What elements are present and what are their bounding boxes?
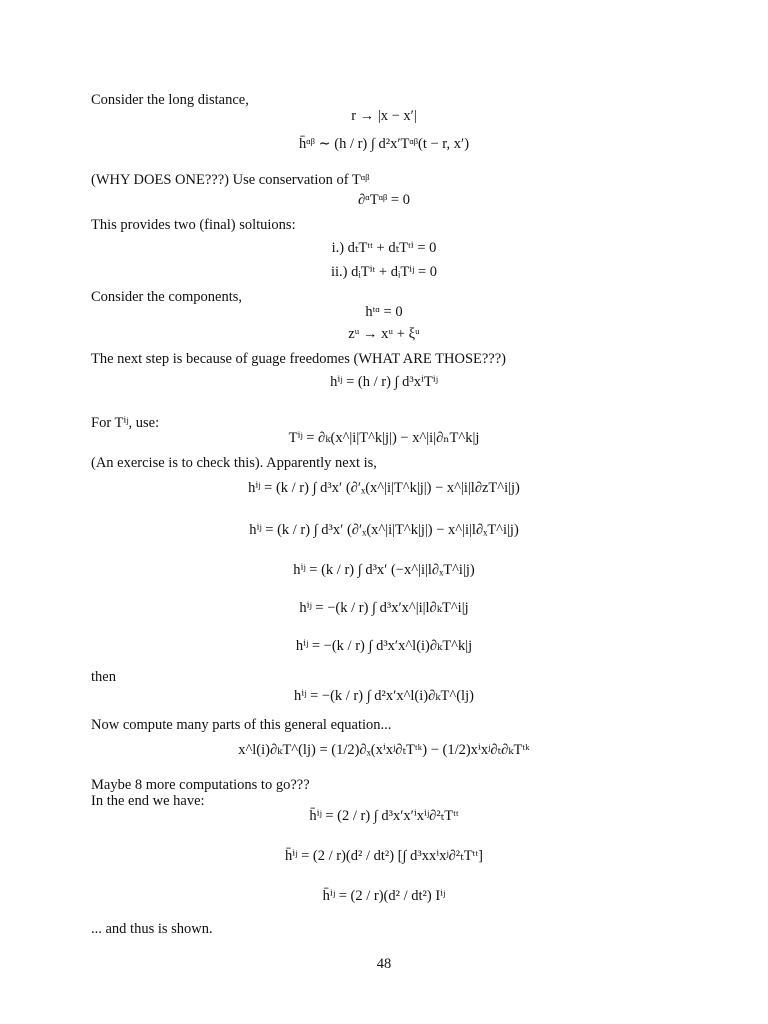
text-line: Now compute many parts of this general equation... (91, 717, 392, 733)
equation-line: hⁱʲ = −(k / r) ∫ d³x′x^l(i)∂ₖT^k|j (295, 638, 473, 654)
text-line: Maybe 8 more computations to go??? (91, 777, 310, 793)
equation-line: x^l(i)∂ₖT^(lj) = (1/2)∂ₓ(xⁱxʲ∂ₜTᵗᵏ) − (1/2)xⁱxʲ∂ₜ∂ₖTᵗᵏ (238, 742, 530, 758)
text-line: The next step is because of guage freedomes (WHAT ARE THOSE???) (91, 351, 506, 367)
equation-line: hᵗᵅ = 0 (365, 304, 403, 320)
equation-line: hⁱʲ = (k / r) ∫ d³x′ (∂′ₓ(x^|i|T^k|j|) − x^|i|l∂zT^i|j) (248, 480, 520, 496)
equation-line: hⁱʲ = (k / r) ∫ d³x′ (∂′ₓ(x^|i|T^k|j|) − x^|i|l∂ₓT^i|j) (249, 522, 519, 538)
equation-line: Tⁱʲ = ∂ₖ(x^|i|T^k|j|) − x^|i|∂ₙT^k|j (288, 430, 480, 446)
equation-line: i.) dₜTᵗᵗ + dₜTᵗⁱ = 0 (331, 240, 437, 256)
equation-line: r → |x − x′| (351, 108, 417, 124)
text-line: For Tⁱʲ, use: (91, 415, 160, 431)
equation-line: hⁱʲ = (h / r) ∫ d³xⁱTⁱʲ (330, 374, 438, 390)
text-line: (WHY DOES ONE???) Use conservation of Tᵅᵝ (91, 172, 370, 188)
equation-line: h̄ᵅᵝ ∼ (h / r) ∫ d²x′Tᵅᵝ(t − r, x′) (298, 136, 470, 152)
text-line: (An exercise is to check this). Apparently next is, (91, 455, 377, 471)
equation-line: ∂ᵅTᵅᵝ = 0 (358, 192, 410, 208)
text-line: then (91, 669, 116, 685)
equation-line: hⁱʲ = −(k / r) ∫ d³x′x^|i|l∂ₖT^i|j (299, 600, 469, 616)
equation-line: zᵘ → xᵘ + ξᵘ (348, 326, 420, 342)
text-line: This provides two (final) soltuions: (91, 217, 296, 233)
equation-line: hⁱʲ = −(k / r) ∫ d²x′x^l(i)∂ₖT^(lj) (294, 688, 474, 704)
text-line: Consider the components, (91, 289, 243, 305)
equation-line: ii.) dᵢTⁱᵗ + dᵢTⁱʲ = 0 (330, 264, 438, 280)
text-line: Consider the long distance, (91, 92, 249, 108)
text-line: In the end we have: (91, 793, 205, 809)
page-number: 48 (376, 956, 392, 972)
equation-line: h̄ⁱʲ = (2 / r) ∫ d³x′x′ⁱxⁱʲ∂²ₜTᵗᵗ (309, 808, 459, 824)
equation-line: h̄ⁱʲ = (2 / r)(d² / dt²) [∫ d³xxⁱxʲ∂²ₜTᵗᵗ] (285, 848, 483, 864)
text-line: ... and thus is shown. (91, 921, 213, 937)
equation-line: hⁱʲ = (k / r) ∫ d³x′ (−x^|i|l∂ₓT^i|j) (293, 562, 475, 578)
equation-line: h̄ⁱʲ = (2 / r)(d² / dt²) Iⁱʲ (322, 888, 446, 904)
